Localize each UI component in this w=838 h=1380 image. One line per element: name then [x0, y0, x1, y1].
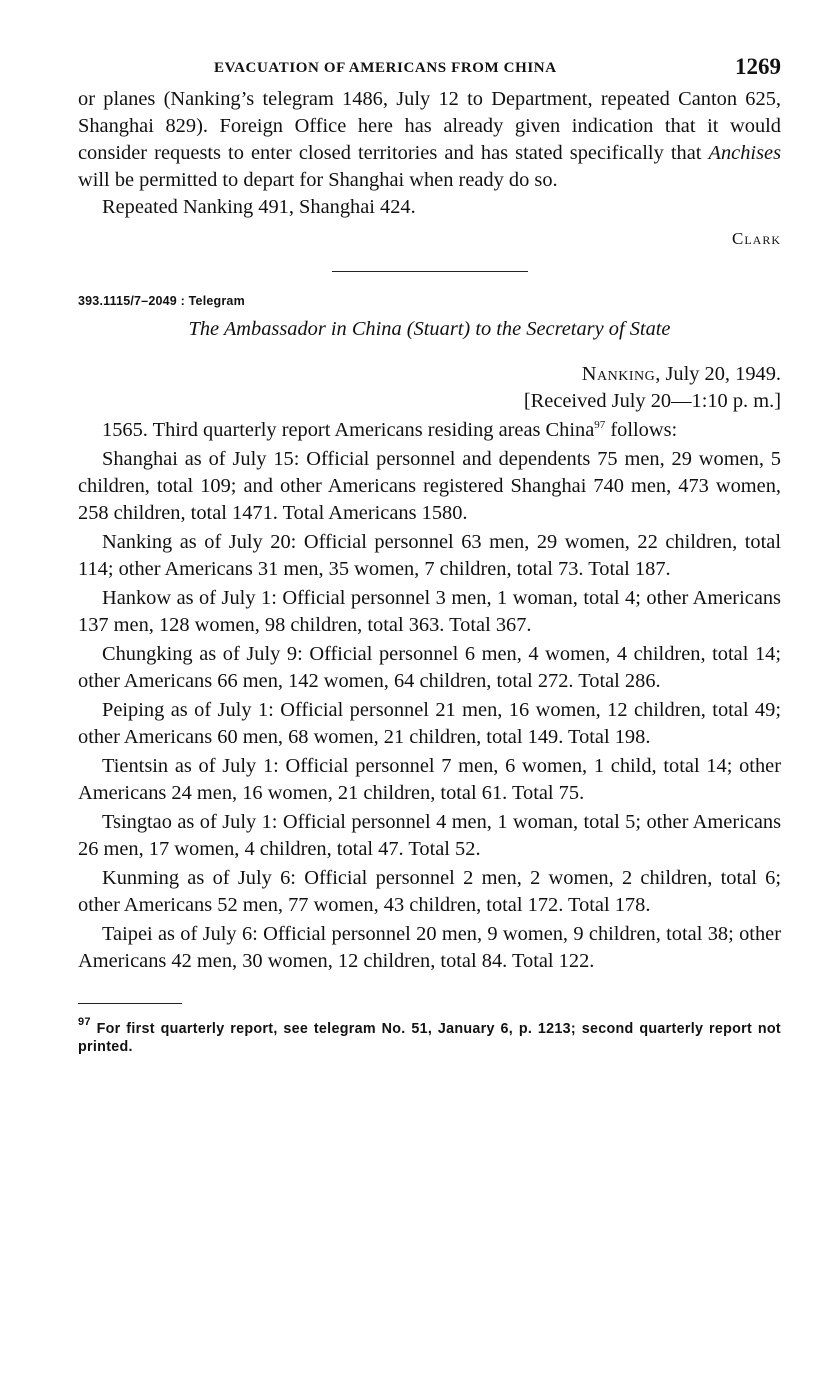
footnote-marker: 97: [78, 1016, 91, 1028]
dateline-date: , July 20, 1949.: [655, 363, 781, 385]
city-report-paragraph: Tsingtao as of July 1: Official personnel 4 men, 1 woman, total 5; other Americans 26 men, 17 women, 4 children, total 47. Total 52.: [78, 811, 781, 860]
intro-text-1: or planes (Nanking’s telegram 1486, July 12 to Department, repeated Canton 625, Shanghai 829). Foreign Office here has already given indication that it would consider requests to enter closed territories and has stated specifically that: [78, 88, 781, 164]
section-divider: [332, 271, 528, 272]
file-reference: 393.1115/7–2049 : Telegram: [78, 294, 245, 308]
footnote-text: For first quarterly report, see telegram No. 51, January 6, p. 1213; second quarterly report not printed.: [78, 1021, 781, 1055]
intro-text-2: will be permitted to depart for Shanghai when ready do so.: [78, 169, 558, 191]
opening-paragraph: [78, 417, 781, 444]
dateline-place: Nanking: [581, 363, 656, 385]
city-report-paragraph: Tientsin as of July 1: Official personnel 7 men, 6 women, 1 child, total 14; other Americans 24 men, 16 women, 21 children, total 61. Total 75.: [78, 755, 781, 804]
city-report-paragraph: Taipei as of July 6: Official personnel 20 men, 9 women, 9 children, total 38; other Americans 42 men, 30 women, 12 children, total 84. Total 122.: [78, 923, 781, 972]
running-head: [78, 52, 781, 86]
ship-name: Anchises: [708, 142, 781, 164]
city-report-paragraph: Shanghai as of July 15: Official personnel and dependents 75 men, 29 women, 5 children, total 109; and other Americans registered Shanghai 740 men, 473 women, 258 children, total 1471. Total Americans 1580.: [78, 448, 781, 524]
intro-paragraph: [78, 86, 781, 194]
page-number: 1269: [735, 54, 781, 79]
dateline: [78, 361, 781, 388]
footnote: [78, 1016, 781, 1056]
received-line: [Received July 20—1:10 p. m.]: [523, 390, 781, 412]
city-report-paragraph: Hankow as of July 1: Official personnel 3 men, 1 woman, total 4; other Americans 137 men, 128 women, 98 children, total 363. Total 367.: [78, 587, 781, 636]
opening-end: follows:: [605, 419, 678, 441]
city-report-paragraph: Chungking as of July 9: Official personnel 6 men, 4 women, 4 children, total 14; other Americans 66 men, 142 women, 64 children, total 272. Total 286.: [78, 643, 781, 692]
document-page: [78, 52, 781, 1056]
repeated-line: Repeated Nanking 491, Shanghai 424.: [102, 196, 416, 218]
signature: Clark: [731, 229, 781, 248]
running-title: EVACUATION OF AMERICANS FROM CHINA: [214, 60, 557, 76]
city-report-paragraph: Peiping as of July 1: Official personnel 21 men, 16 women, 12 children, total 49; other Americans 60 men, 68 women, 21 children, total 149. Total 198.: [78, 699, 781, 748]
city-report-paragraph: Nanking as of July 20: Official personnel 63 men, 29 women, 22 children, total 114; other Americans 31 men, 35 women, 7 children, total 73. Total 187.: [78, 531, 781, 580]
city-report-paragraph: Kunming as of July 6: Official personnel 2 men, 2 women, 2 children, total 6; other Americans 52 men, 77 women, 43 children, total 172. Total 178.: [78, 867, 781, 916]
dateline-block: [78, 361, 781, 415]
document-heading: The Ambassador in China (Stuart) to the Secretary of State: [188, 318, 671, 340]
city-report-list: [78, 446, 781, 975]
footnote-divider: [78, 1003, 182, 1004]
footnote-ref: 97: [594, 419, 606, 431]
opening-text: 1565. Third quarterly report Americans residing areas China: [102, 419, 595, 441]
